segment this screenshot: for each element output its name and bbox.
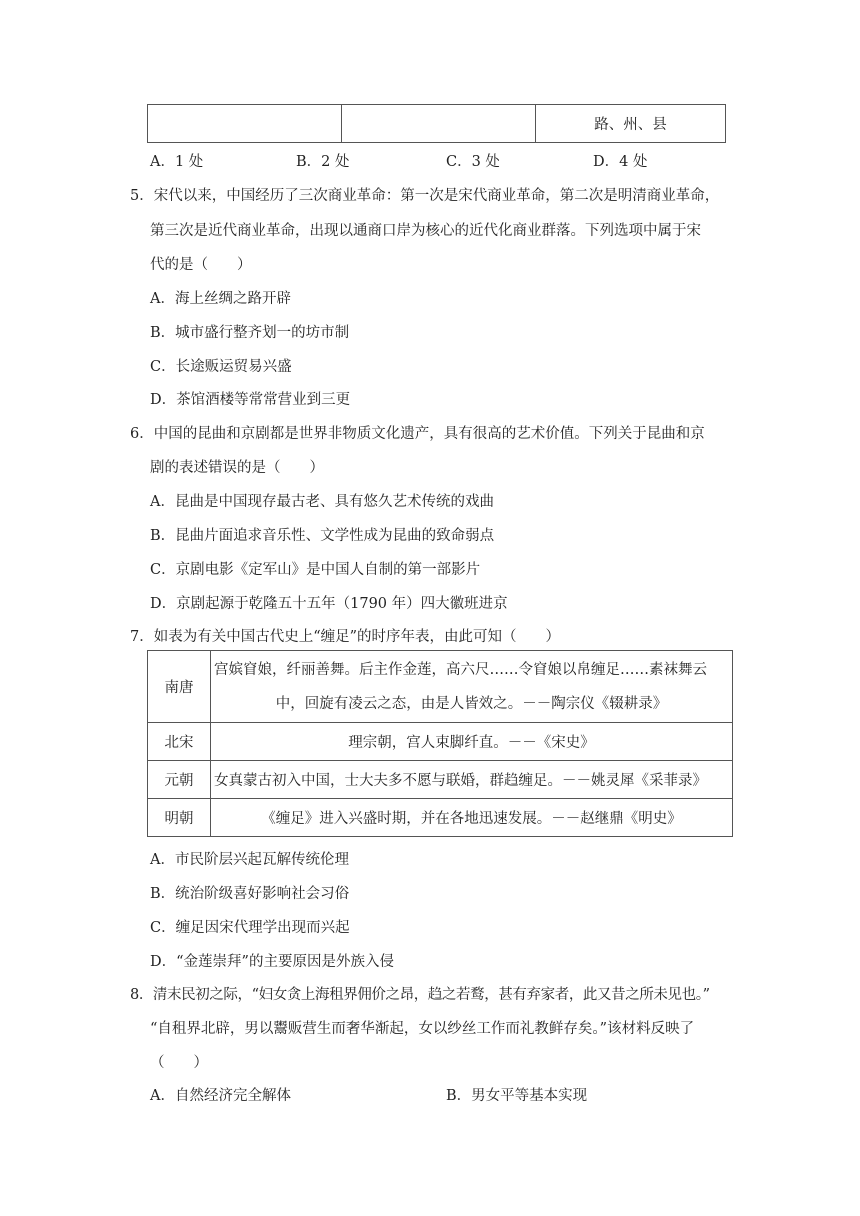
era-cell: 南唐 xyxy=(148,651,211,723)
q4-option-c: C．3 处 xyxy=(446,154,500,170)
q5-stem-line-3: 代的是（ ） xyxy=(150,257,252,273)
era-cell: 明朝 xyxy=(148,799,211,837)
q8-stem-line-3: （ ） xyxy=(150,1055,208,1071)
q5-option-a: A．海上丝绸之路开辟 xyxy=(150,291,291,307)
q7-option-d: D．“金莲崇拜”的主要原因是外族入侵 xyxy=(150,954,394,970)
table-row xyxy=(148,723,733,761)
q8-option-b: B．男女平等基本实现 xyxy=(446,1088,588,1104)
q4-option-d: D．4 处 xyxy=(593,154,648,170)
q6-stem-line-2: 剧的表述错误的是（ ） xyxy=(150,460,324,476)
q4-option-a: A．1 处 xyxy=(150,154,204,170)
q8-stem-line-1: 8．清末民初之际，“妇女贪上海租界佣价之昂，趋之若鹜，甚有弃家者，此又昔之所未见也。” xyxy=(130,987,710,1003)
table-cell xyxy=(342,105,536,143)
q6-option-d: D．京剧起源于乾隆五十五年（1790 年）四大徽班进京 xyxy=(150,596,508,612)
q8-option-a: A．自然经济完全解体 xyxy=(150,1088,291,1104)
table-row xyxy=(148,799,733,837)
quote-line-1: 宫嫔窅娘，纤丽善舞。后主作金莲，高六尺……令窅娘以帛缠足……素袜舞云 xyxy=(214,661,707,678)
quote-line-2: 中，回旋有凌云之态，由是人皆效之。－－陶宗仪《辍耕录》 xyxy=(275,695,668,712)
q5-stem-line-2: 第三次是近代商业革命，出现以通商口岸为核心的近代化商业群落。下列选项中属于宋 xyxy=(150,223,701,239)
table-row xyxy=(148,761,733,799)
era-cell: 北宋 xyxy=(148,723,211,761)
table-cell xyxy=(148,105,342,143)
q5-option-d: D．茶馆酒楼等常常营业到三更 xyxy=(150,392,351,408)
q8-stem-line-2: “自租界北辟，男以鬻贩营生而奢华渐起，女以纱丝工作而礼教鲜存矣。”该材料反映了 xyxy=(150,1021,695,1037)
q7-option-b: B．统治阶级喜好影响社会习俗 xyxy=(150,886,350,902)
q5-stem-line-1: 5．宋代以来，中国经历了三次商业革命：第一次是宋代商业革命，第二次是明清商业革命， xyxy=(130,188,720,204)
top-table xyxy=(147,104,726,143)
q6-stem-line-1: 6．中国的昆曲和京剧都是世界非物质文化遗产，具有很高的艺术价值。下列关于昆曲和京 xyxy=(130,426,705,442)
q4-option-b: B．2 处 xyxy=(296,154,350,170)
q6-option-b: B．昆曲片面追求音乐性、文学性成为昆曲的致命弱点 xyxy=(150,528,495,544)
table-row xyxy=(148,651,733,723)
quote-cell: 理宗朝，宫人束脚纤直。－－《宋史》 xyxy=(211,723,733,761)
quote-cell: 《缠足》进入兴盛时期，并在各地迅速发展。－－赵继鼎《明史》 xyxy=(211,799,733,837)
era-cell: 元朝 xyxy=(148,761,211,799)
q7-option-c: C．缠足因宋代理学出现而兴起 xyxy=(150,920,350,936)
table-cell: 路、州、县 xyxy=(536,105,726,143)
q5-option-c: C．长途贩运贸易兴盛 xyxy=(150,359,292,375)
quote-cell: 女真蒙古初入中国，士大夫多不愿与联婚，群趋缠足。－－姚灵犀《采菲录》 xyxy=(211,761,733,799)
q6-option-c: C．京剧电影《定军山》是中国人自制的第一部影片 xyxy=(150,562,481,578)
quote-cell xyxy=(211,651,733,723)
q7-stem: 7．如表为有关中国古代史上“缠足”的时序年表，由此可知（ ） xyxy=(130,629,561,645)
q5-option-b: B．城市盛行整齐划一的坊市制 xyxy=(150,325,350,341)
q7-option-a: A．市民阶层兴起瓦解传统伦理 xyxy=(150,852,349,868)
q7-table xyxy=(147,650,733,837)
table-row xyxy=(148,105,726,143)
q6-option-a: A．昆曲是中国现存最古老、具有悠久艺术传统的戏曲 xyxy=(150,494,494,510)
